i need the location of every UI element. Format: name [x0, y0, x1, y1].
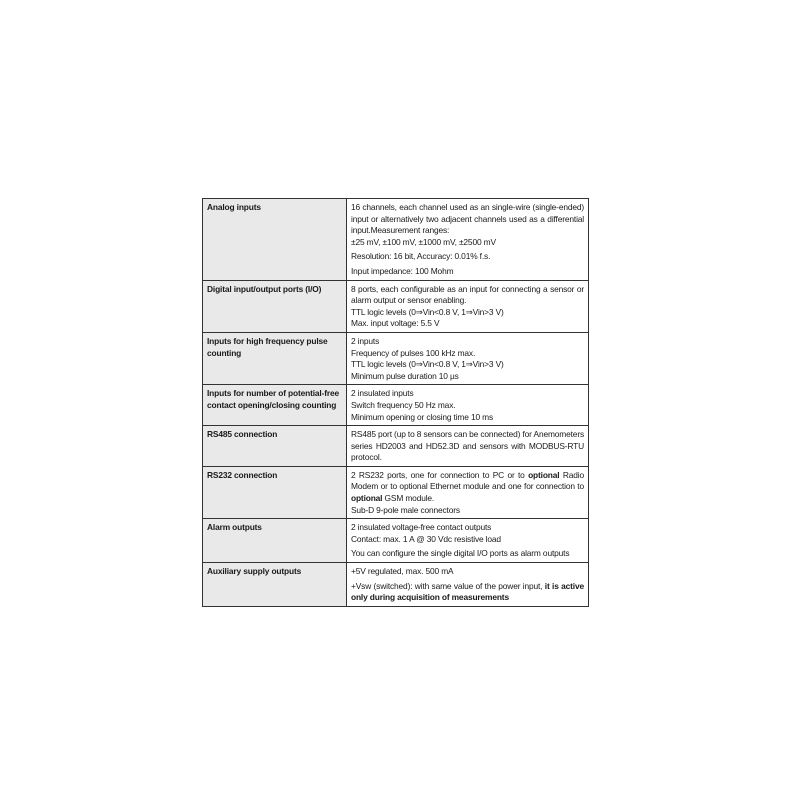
- value-line: Switch frequency 50 Hz max.: [351, 399, 456, 410]
- value-line: 2 inputs: [351, 335, 380, 346]
- row-value: [347, 199, 589, 281]
- value-line: Minimum pulse duration 10 µs: [351, 370, 459, 381]
- table-row: [203, 563, 589, 607]
- table-row: [203, 426, 589, 467]
- value-line: Max. input voltage: 5.5 V: [351, 318, 440, 329]
- row-value: [347, 563, 589, 607]
- value-line: Resolution: 16 bit, Accuracy: 0.01% f.s.: [351, 251, 491, 262]
- value-line: +5V regulated, max. 500 mA: [351, 566, 454, 577]
- table-row: [203, 466, 589, 518]
- value-line: Minimum opening or closing time 10 ms: [351, 411, 494, 422]
- row-value: [347, 385, 589, 426]
- value-line: 2 insulated voltage-free contact outputs: [351, 522, 492, 533]
- table-row: [203, 280, 589, 332]
- row-label: Alarm outputs: [203, 519, 347, 563]
- value-line: TTL logic levels (0⇒Vin<0.8 V, 1⇒Vin>3 V): [351, 359, 504, 370]
- value-line: ±25 mV, ±100 mV, ±1000 mV, ±2500 mV: [351, 236, 496, 247]
- value-line: Contact: max. 1 A @ 30 Vdc resistive load: [351, 533, 501, 544]
- row-label: Analog inputs: [203, 199, 347, 281]
- row-label: RS485 connection: [203, 426, 347, 467]
- value-line: Input impedance: 100 Mohm: [351, 265, 454, 276]
- row-label: Inputs for number of potential-free contact opening/closing counting: [203, 385, 347, 426]
- table-row: [203, 199, 589, 281]
- value-line: 16 channels, each channel used as an single-wire (single-ended) input or alternatively two adjacent channels used as a differential input.Measurement ranges:: [351, 202, 584, 236]
- table-row: [203, 385, 589, 426]
- row-value: [347, 280, 589, 332]
- table-row: [203, 332, 589, 384]
- value-line: 2 insulated inputs: [351, 388, 414, 399]
- specifications-table: [202, 198, 589, 607]
- value-line: Frequency of pulses 100 kHz max.: [351, 347, 476, 358]
- table-row: [203, 519, 589, 563]
- row-label: RS232 connection: [203, 466, 347, 518]
- value-line: 8 ports, each configurable as an input for connecting a sensor or alarm output or sensor enabling.: [351, 283, 584, 306]
- row-value: [347, 426, 589, 467]
- row-label: Digital input/output ports (I/O): [203, 280, 347, 332]
- value-line: 2 RS232 ports, one for connection to PC or to optional Radio Modem or to optional Ethernet module and one for connection to optional GSM module.: [351, 469, 584, 504]
- row-label: Inputs for high frequency pulse counting: [203, 332, 347, 384]
- row-value: [347, 519, 589, 563]
- row-value: [347, 466, 589, 518]
- value-line: TTL logic levels (0⇒Vin<0.8 V, 1⇒Vin>3 V): [351, 306, 504, 317]
- value-line: +Vsw (switched): with same value of the power input, it is active only during acquisition of measurements: [351, 580, 585, 603]
- value-line: You can configure the single digital I/O ports as alarm outputs: [351, 548, 570, 559]
- row-value: [347, 332, 589, 384]
- value-line: Sub-D 9-pole male connectors: [351, 504, 460, 515]
- value-line: RS485 port (up to 8 sensors can be connected) for Anemometers series HD2003 and HD52.3D and sensors with MODBUS-RTU protocol.: [351, 429, 584, 463]
- row-label: Auxiliary supply outputs: [203, 563, 347, 607]
